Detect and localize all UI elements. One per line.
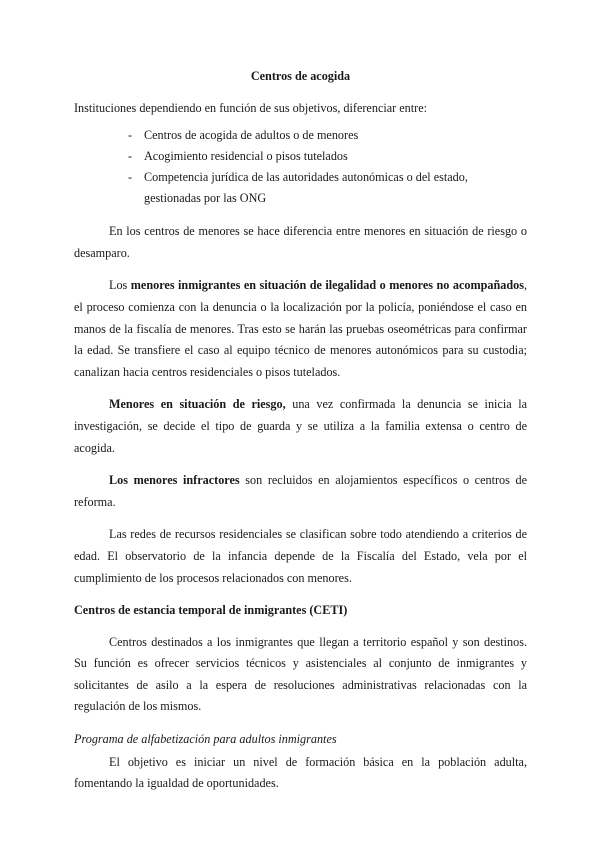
- list-item: [128, 167, 527, 209]
- paragraph-ceti: Centros destinados a los inmigrantes que llegan a territorio español y son destinos. Su función es ofrecer servicios técnicos y asistenciales al conjunto de inmigrantes y solicitantes de asilo a la espera de resoluciones administrativas relacionadas con la regulación de los mismos.: [74, 634, 527, 714]
- page-title: Centros de acogida: [250, 69, 351, 83]
- paragraph-body-text: son recluidos en alojamientos específicos o centros de reforma.: [74, 473, 527, 509]
- bold-term: Menores en situación de riesgo,: [109, 397, 286, 412]
- bold-term: Los menores infractores: [109, 473, 240, 488]
- paragraph-body-text: una vez confirmada la denuncia se inicia la investigación, se decide el tipo de guarda y se utiliza a la familia extensa o centro de acogida.: [74, 397, 527, 455]
- intro-paragraph: Instituciones dependiendo en función de sus objetivos, diferenciar entre:: [74, 100, 427, 115]
- paragraph-menores-infractores: [74, 470, 527, 513]
- paragraph-lead-text: Los: [109, 278, 131, 293]
- paragraph-centros-menores: En los centros de menores se hace diferencia entre menores en situación de riesgo o desamparo.: [74, 224, 527, 260]
- section-heading-programa: Programa de alfabetización para adultos inmigrantes: [74, 732, 337, 747]
- list-dash-marker: -: [128, 170, 133, 185]
- list-dash-marker: -: [128, 128, 133, 143]
- list-item-text: Acogimiento residencial o pisos tutelados: [144, 149, 348, 164]
- document-page: [74, 66, 527, 795]
- paragraph-programa: El objetivo es iniciar un nivel de formación básica en la población adulta, fomentando la igualdad de oportunidades.: [74, 754, 527, 791]
- list-item: [128, 125, 527, 146]
- list-item-text: Centros de acogida de adultos o de menores: [144, 128, 359, 143]
- paragraph-menores-riesgo: [74, 394, 527, 459]
- bold-term: menores inmigrantes en situación de ilegalidad o menores no acompañados: [130, 278, 524, 293]
- list-item-text: Competencia jurídica de las autoridades autonómicas o del estado, gestionadas por las ONG: [144, 170, 468, 206]
- section-heading-ceti: Centros de estancia temporal de inmigrantes (CETI): [74, 603, 348, 618]
- paragraph-redes-recursos: Las redes de recursos residenciales se clasifican sobre todo atendiendo a criterios de edad. El observatorio de la infancia depende de la Fiscalía del Estado, vela por el cumplimiento de los procesos relacionados con menores.: [74, 527, 527, 585]
- list-item: [128, 146, 527, 167]
- institution-list: [128, 125, 527, 209]
- list-dash-marker: -: [128, 149, 133, 164]
- paragraph-menores-inmigrantes: [74, 275, 527, 383]
- paragraph-body-text: , el proceso comienza con la denuncia o la localización por la policía, poniéndose el caso en manos de la fiscalía de menores. Tras esto se harán las pruebas oseométricas para confirmar la edad. Se transfiere el caso al equipo técnico de menores autonómicos para su custodia; canalizan hacia centros residenciales o pisos tutelados.: [74, 278, 528, 379]
